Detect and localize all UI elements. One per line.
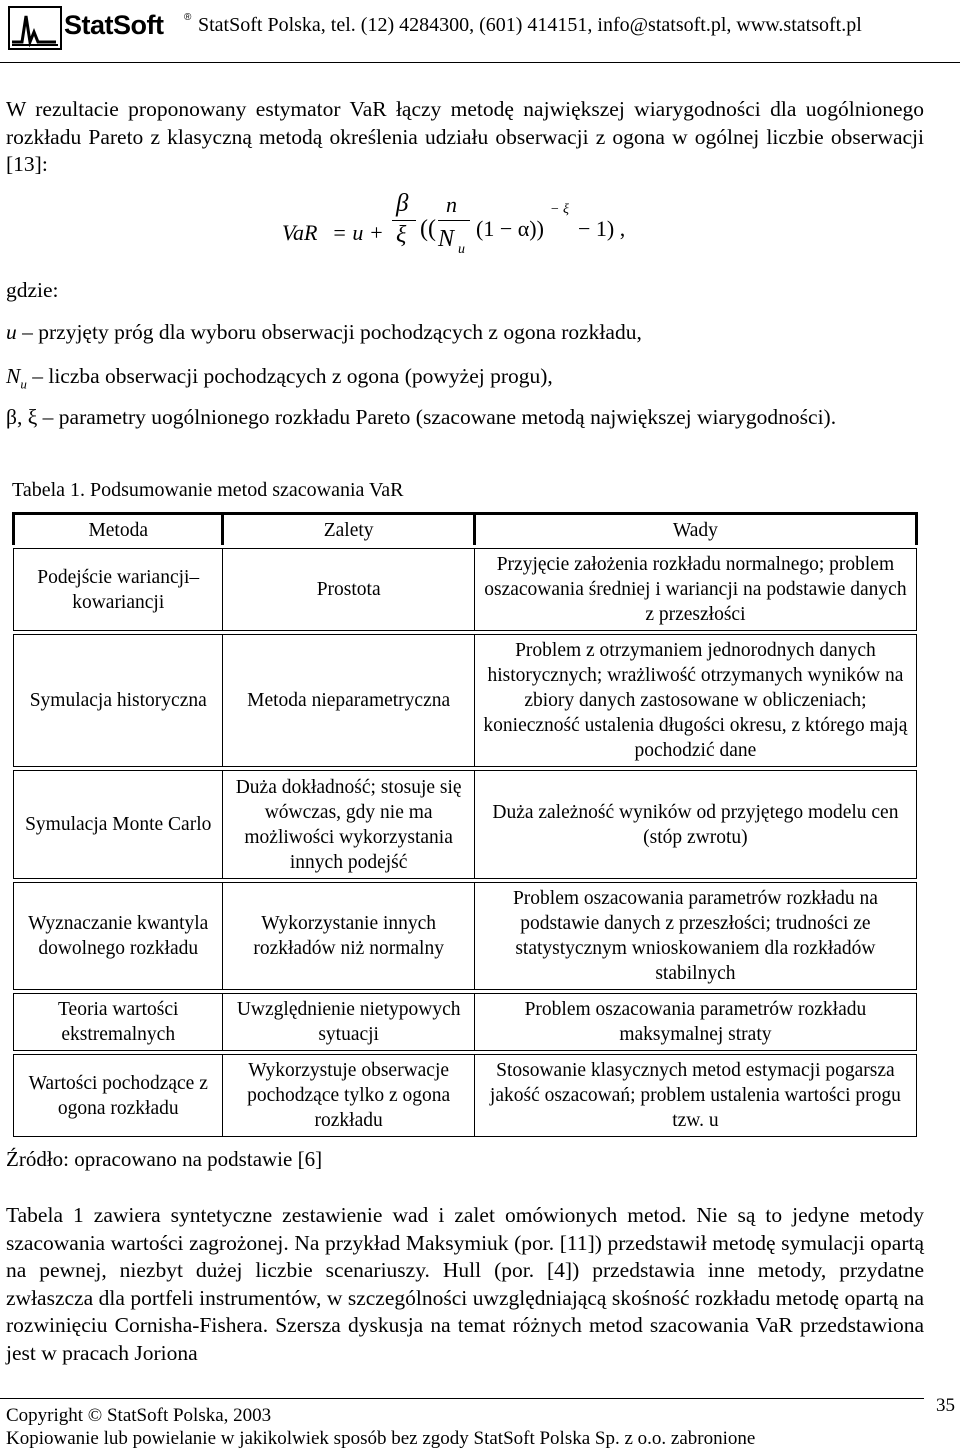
formula-tail: − 1) ,: [578, 216, 626, 241]
table-row: [14, 994, 917, 1051]
closing-paragraph: Tabela 1 zawiera syntetyczne zestawienie wad i zalet omówionych metod. Nie są to jedyne metody szacowania wartości zagrożonej. Na przykład Maksymiuk (por. [11]) przedstawił metodę symulacji opartą na pewnej, niezbyt dużej liczbie scenariuszy. Hull (por. [4]) przedstawia inne metody, przydatne zwłaszcza dla portfeli instrumentów, w szczególności uwzględniającą skośność rozkładu metodę opartą na rozwinięciu Cornisha-Fishera. Szersza dyskusja na temat różnych metod szacowania VaR przedstawiona jest w pracach Joriona: [6, 1203, 924, 1365]
formula-eq: = u +: [332, 220, 384, 245]
footer-copyright: Copyright © StatSoft Polska, 2003: [6, 1405, 272, 1426]
def-u: [6, 320, 642, 345]
gdzie-label: gdzie:: [6, 278, 59, 302]
def-N-sub: u: [20, 376, 27, 392]
formula-open: ((: [420, 216, 436, 242]
table-row: [14, 883, 917, 990]
def-beta-xi: β, ξ – parametry uogólnionego rozkładu Pareto (szacowane metodą największej wiarygodności).: [6, 405, 837, 429]
table-row: [14, 1055, 917, 1137]
formula-N: N: [438, 226, 455, 252]
page-header: [0, 0, 960, 63]
method-cell: Symulacja Monte Carlo: [14, 771, 223, 879]
disadvantage-cell: Problem oszacowania parametrów rozkładu na podstawie danych z przeszłości; trudności ze statystycznym wnioskowaniem dla rozkładów stabilnych: [474, 883, 916, 990]
formula-xi: ξ: [396, 222, 407, 248]
advantage-cell: Wykorzystuje obserwacje pochodzące tylko z ogona rozkładu: [223, 1055, 474, 1137]
def-u-symbol: u: [6, 320, 17, 344]
disadvantage-cell: Problem oszacowania parametrów rozkładu maksymalnej straty: [474, 994, 916, 1051]
header-metoda: Metoda: [14, 514, 223, 546]
method-cell: Wyznaczanie kwantyla dowolnego rozkładu: [14, 883, 223, 990]
header-wady: Wady: [474, 514, 916, 546]
advantage-cell: Prostota: [223, 549, 474, 631]
statsoft-logo-icon: [8, 6, 64, 50]
footer-notice: Kopiowanie lub powielanie w jakikolwiek sposób bez zgody StatSoft Polska Sp. z o.o. zabronione: [6, 1428, 756, 1449]
header-zalety: Zalety: [223, 514, 474, 546]
disadvantage-cell: Duża zależność wyników od przyjętego modelu cen (stóp zwrotu): [474, 771, 916, 879]
intro-paragraph: W rezultacie proponowany estymator VaR łączy metodę największej wiarygodności dla uogólnionego rozkładu Pareto z klasyczną metodą określenia udziału obserwacji z ogona w ogólnej liczbie obserwacji [13]:: [6, 97, 924, 176]
disadvantage-cell: Stosowanie klasycznych metod estymacji pogarsza jakość oszacowań; problem ustalenia wartości progu tzw. u: [474, 1055, 916, 1137]
logo-text: StatSoft: [64, 10, 164, 40]
table-row: [14, 549, 917, 631]
method-cell: Podejście wariancji–kowariancji: [14, 549, 223, 631]
advantage-cell: Duża dokładność; stosuje się wówczas, gdy nie ma możliwości wykorzystania innych podejść: [223, 771, 474, 879]
def-u-text: – przyjęty próg dla wyboru obserwacji pochodzących z ogona rozkładu,: [16, 320, 642, 344]
formula-var: VaR: [282, 220, 318, 245]
page-number: 35: [936, 1395, 955, 1416]
formula-frac-bar-1: [392, 220, 416, 221]
formula-N-sub: u: [458, 242, 465, 257]
method-cell: Wartości pochodzące z ogona rozkładu: [14, 1055, 223, 1137]
table-row: [14, 771, 917, 879]
footer-divider: [0, 1398, 924, 1399]
disadvantage-cell: Problem z otrzymaniem jednorodnych danych historycznych; wrażliwość otrzymanych wyników na zbiory danych zastosowane w obliczeniach; konieczność ustalenia długości okresu, z którego mają pochodzić dane: [474, 635, 916, 767]
formula-exp: − ξ: [550, 202, 569, 217]
formula-beta: β: [396, 190, 409, 217]
methods-table: [12, 512, 918, 1137]
advantage-cell: Wykorzystanie innych rozkładów niż normalny: [223, 883, 474, 990]
table-source: Źródło: opracowano na podstawie [6]: [6, 1147, 323, 1171]
def-N-text: – liczba obserwacji pochodzących z ogona (powyżej progu),: [26, 364, 553, 388]
disadvantage-cell: Przyjęcie założenia rozkładu normalnego; problem oszacowania średniej i wariancji na podstawie danych z przeszłości: [474, 549, 916, 631]
formula-mid: (1 − α)): [476, 216, 544, 241]
var-formula: [282, 186, 642, 266]
advantage-cell: Metoda nieparametryczna: [223, 635, 474, 767]
formula-n: n: [446, 192, 457, 217]
method-cell: Symulacja historyczna: [14, 635, 223, 767]
advantage-cell: Uwzględnienie nietypowych sytuacji: [223, 994, 474, 1051]
table-row: [14, 635, 917, 767]
logo-registered: ®: [184, 12, 192, 23]
table-caption: Tabela 1. Podsumowanie metod szacowania VaR: [12, 479, 404, 501]
def-N: [6, 364, 553, 392]
header-contact: StatSoft Polska, tel. (12) 4284300, (601) 414151, info@statsoft.pl, www.statsoft.pl: [198, 14, 862, 36]
def-N-symbol: N: [6, 364, 21, 388]
method-cell: Teoria wartości ekstremalnych: [14, 994, 223, 1051]
formula-frac-bar-2: [438, 220, 470, 221]
